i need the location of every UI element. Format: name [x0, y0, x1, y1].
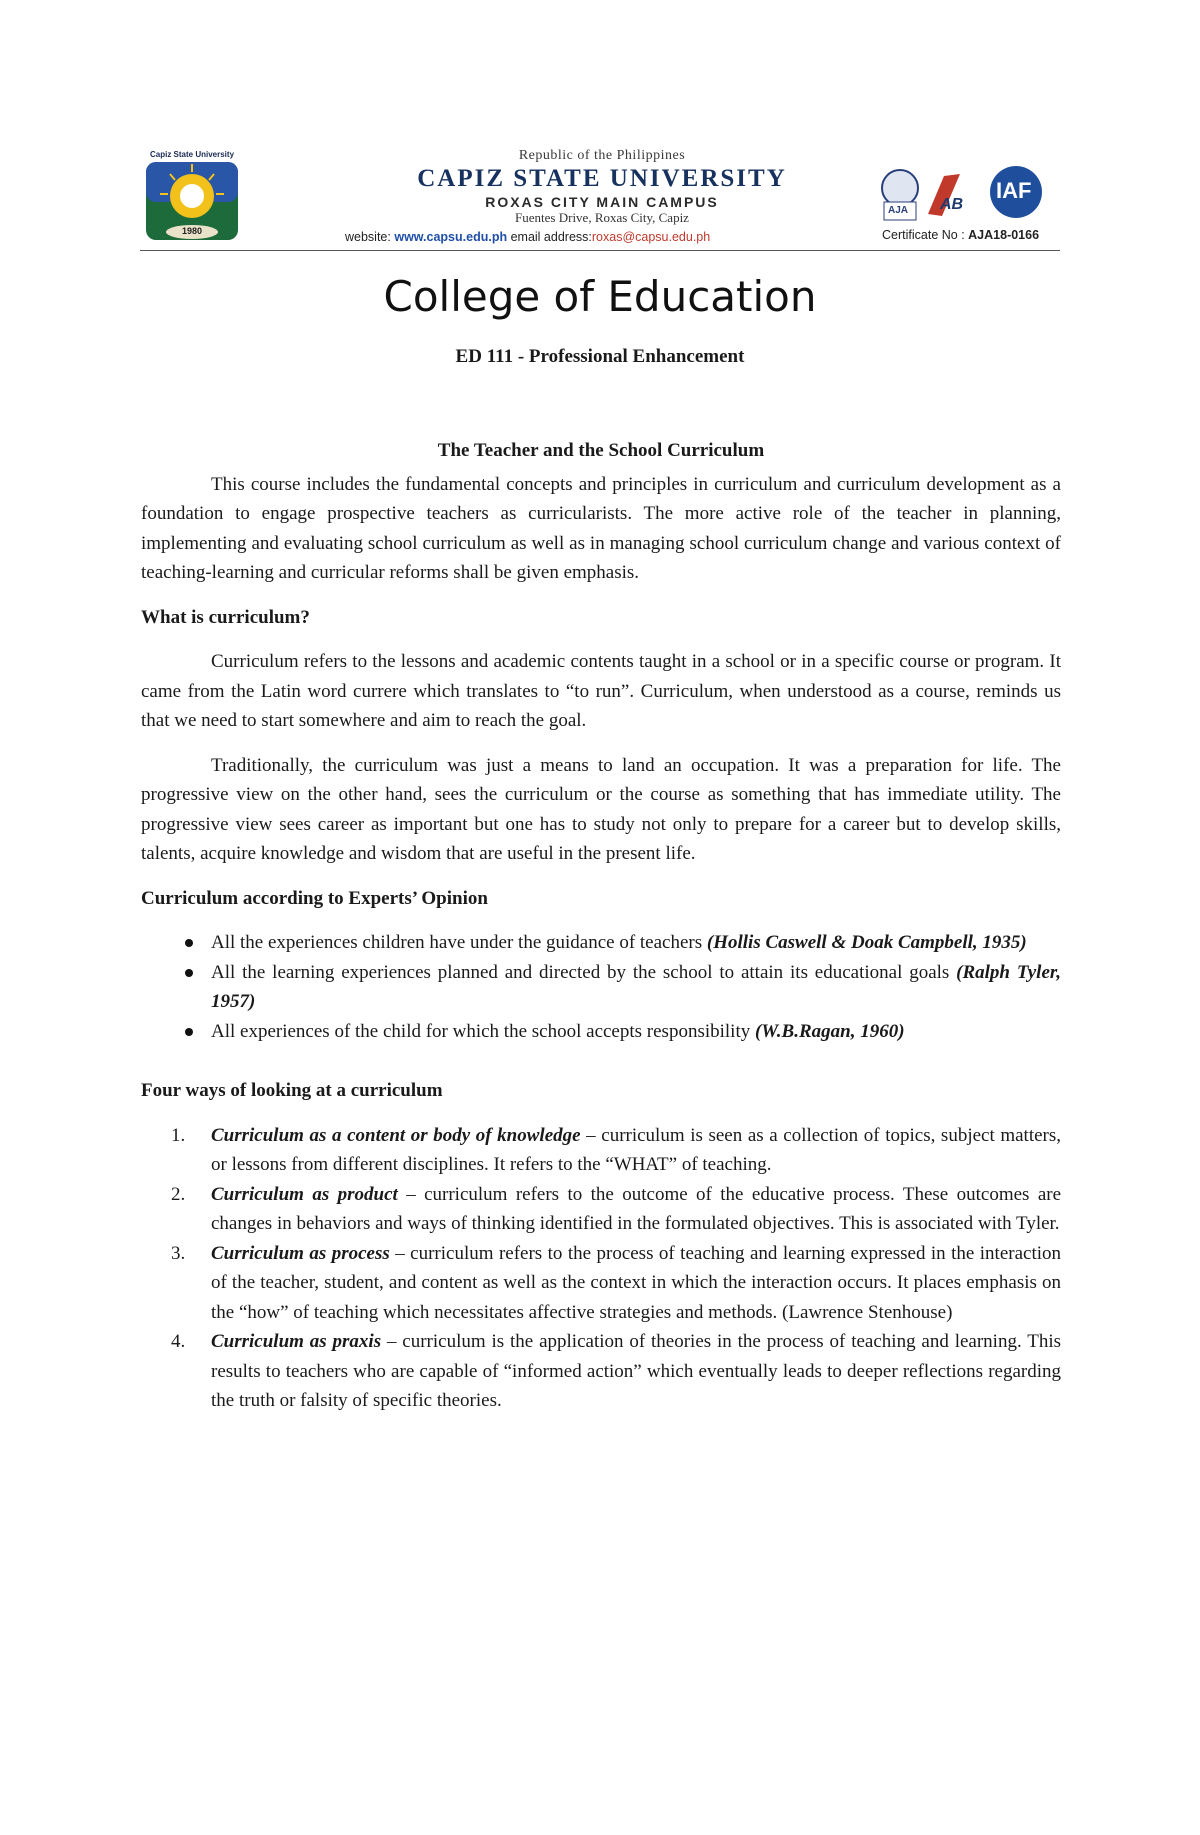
expert-citation: (W.B.Ragan, 1960): [754, 1020, 905, 1042]
letterhead-divider: [140, 250, 1060, 251]
way-description: – curriculum is the application of theories in the process of teaching and learning. This results to teachers who are capable of “informed action” which eventually leads to deeper reflections regarding the truth or falsity of specific theories.: [211, 1331, 1061, 1411]
certificate-value: AJA18-0166: [968, 228, 1040, 242]
list-item: [141, 1180, 1061, 1239]
contact-line: [345, 230, 905, 244]
list-number: 2.: [171, 1183, 186, 1205]
way-term: Curriculum as product: [211, 1183, 398, 1205]
list-item: [141, 958, 1061, 1017]
list-number: 4.: [171, 1331, 186, 1352]
email-link[interactable]: roxas@capsu.edu.ph: [591, 230, 711, 244]
email-label: email address:: [510, 230, 592, 244]
way-description: – curriculum refers to the process of teaching and learning expressed in the interaction of the teacher, student, and content as well as the context in which the interaction occurs. It places emphasis on the “how” of teaching which necessitates affective strategies and methods. (Lawrence Stenhouse): [211, 1242, 1062, 1323]
document-title: College of Education: [383, 272, 817, 321]
seal-year: 1980: [181, 226, 203, 236]
letterhead: [140, 140, 1060, 252]
experts-list: [141, 928, 1061, 1046]
list-item: [141, 1239, 1061, 1328]
four-ways-list: [141, 1121, 1061, 1416]
list-number: 1.: [171, 1124, 186, 1146]
campus-address: Fuentes Drive, Roxas City, Capiz: [515, 210, 689, 225]
document-body: [141, 436, 1061, 1416]
expert-definition: All the learning experiences planned and directed by the school to attain its educational goals: [211, 961, 957, 983]
campus-name: ROXAS CITY MAIN CAMPUS: [485, 194, 719, 210]
expert-definition: All experiences of the child for which the school accepts responsibility: [211, 1020, 755, 1042]
list-item: [141, 1017, 1061, 1047]
way-term: Curriculum as process: [211, 1242, 390, 1264]
list-item: [141, 1327, 1061, 1416]
letterhead-center: [332, 148, 872, 226]
way-term: Curriculum as a content or body of knowledge: [211, 1124, 581, 1146]
heading-experts-opinion: Curriculum according to Experts’ Opinion: [141, 887, 488, 909]
curriculum-definition-paragraph: Curriculum refers to the lessons and academic contents taught in a school or in a specific course or program. It came from the Latin word currere which translates to “to run”. Curriculum, when understood as a course, reminds us that we need to start somewhere and aim to reach the goal.: [141, 651, 1061, 731]
way-description: – curriculum is seen as a collection of topics, subject matters, or lessons from different disciplines. It refers to the “WHAT” of teaching.: [211, 1124, 1062, 1175]
bullet-icon: [185, 1028, 193, 1036]
website-link[interactable]: www.capsu.edu.ph: [394, 230, 508, 244]
expert-citation: (Ralph Tyler, 1957): [211, 961, 1061, 1012]
heading-what-is-curriculum: What is curriculum?: [141, 606, 310, 628]
section-title-teacher-curriculum: The Teacher and the School Curriculum: [437, 440, 765, 461]
iaf-badge-text: IAF: [996, 178, 1032, 203]
list-number: 3.: [171, 1242, 186, 1264]
aja-badge-text: AJA: [888, 205, 909, 216]
intro-paragraph: This course includes the fundamental concepts and principles in curriculum and curriculum development as a foundation to engage prospective teachers as curricularists. The more active role of the teacher in planning, implementing and evaluating school curriculum as well as in managing school curriculum change and various context of teaching-learning and curricular reforms shall be given emphasis.: [141, 473, 1061, 583]
expert-definition: All the experiences children have under the guidance of teachers: [211, 932, 707, 953]
university-seal-logo: [144, 150, 240, 242]
seal-label: Capiz State University: [149, 150, 235, 159]
list-item: [141, 1121, 1061, 1180]
bullet-icon: [185, 939, 193, 947]
republic-line: Republic of the Philippines: [518, 148, 686, 163]
way-description: – curriculum refers to the outcome of the educative process. These outcomes are changes in behaviors and ways of thinking identified in the formulated objectives. This is associated with Tyler.: [211, 1183, 1062, 1234]
website-label: website:: [345, 230, 391, 244]
way-term: Curriculum as praxis: [211, 1331, 382, 1352]
certificate-number: [882, 228, 1039, 242]
ab-badge-text: AB: [940, 196, 964, 213]
bullet-icon: [185, 969, 193, 977]
heading-four-ways: Four ways of looking at a curriculum: [141, 1080, 443, 1101]
list-item: [141, 928, 1061, 958]
course-title: ED 111 - Professional Enhancement: [455, 346, 745, 367]
certification-badges: [878, 166, 1060, 224]
expert-citation: (Hollis Caswell & Doak Campbell, 1935): [706, 932, 1027, 953]
university-name: CAPIZ STATE UNIVERSITY: [417, 165, 787, 192]
certificate-label: Certificate No :: [882, 228, 965, 242]
traditional-view-paragraph: Traditionally, the curriculum was just a means to land an occupation. It was a preparation for life. The progressive view on the other hand, sees the curriculum or the course as something that has immediate utility. The progressive view sees career as important but one has to study not only to prepare for a career but to develop skills, talents, acquire knowledge and wisdom that are useful in the present life.: [141, 754, 1061, 864]
